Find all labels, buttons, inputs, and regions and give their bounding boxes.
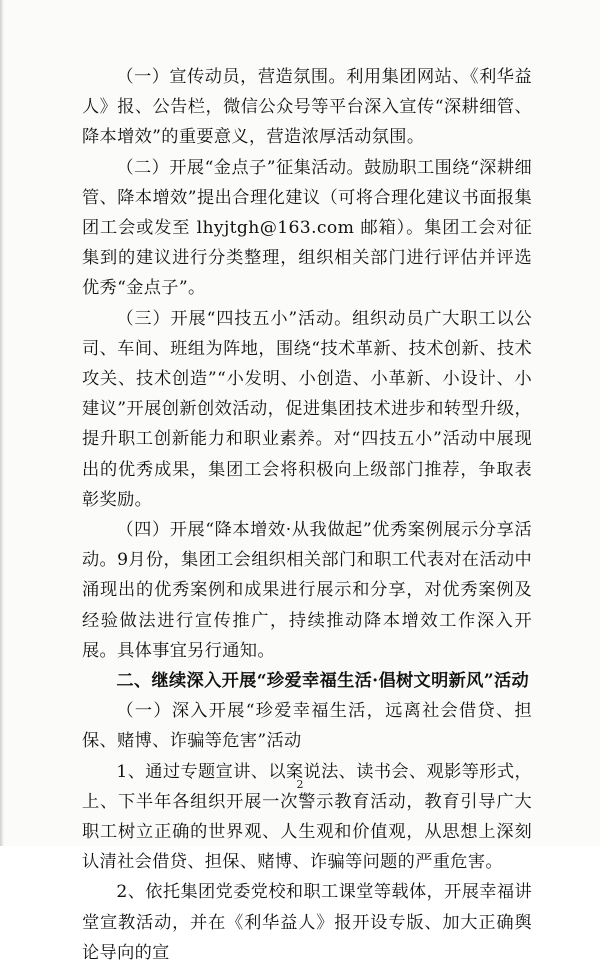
paragraph-four-skills: （三）开展“四技五小”活动。组织动员广大职工以公司、车间、班组为阵地，围绕“技术革新、技术创新、技术攻关、技术创造”“小发明、小创造、小革新、小设计、小建议”开展创新创效活动，促进集团技术进步和转型升级，提升职工创新能力和职业素养。对“四技五小”活动中展现出的优秀成果，集团工会将积极向上级部门推荐，争取表彰奖励。 bbox=[82, 308, 532, 510]
section-heading: 二、继续深入开展“珍爱幸福生活·倡树文明新风”活动 bbox=[116, 671, 530, 692]
list-item-1: 1、通过专题宣讲、以案说法、读书会、观影等形式，上、下半年各组织开展一次警示教育活动，教育引导广大职工树立正确的世界观、人生观和价值观，从思想上深刻认清社会借贷、担保、赌博、诈骗等问题的严重危害。 bbox=[82, 761, 532, 873]
list-item-2: 2、依托集团党委党校和职工课堂等载体，开展幸福讲堂宣教活动，并在《利华益人》报开设专版、加大正确舆论导向的宣 bbox=[82, 882, 532, 963]
subsection-heading: （一）深入开展“珍爱幸福生活，远离社会借贷、担保、赌博、诈骗等危害”活动 bbox=[82, 701, 532, 752]
paragraph-case-sharing: （四）开展“降本增效·从我做起”优秀案例展示分享活动。9月份，集团工会组织相关部门和职工代表对在活动中涌现出的优秀案例和成果进行展示和分享，对优秀案例及经验做法进行宣传推广，持续推动降本增效工作深入开展。具体事宜另行通知。 bbox=[82, 520, 532, 661]
page-number: 2 bbox=[296, 778, 304, 791]
paragraph-golden-idea: （二）开展“金点子”征集活动。鼓励职工围绕“深耕细管、降本增效”提出合理化建议（可将合理化建议书面报集团工会或发至 lhyjtgh@163.com 邮箱）。集团工会对征集到的建议进行分类整理，组织相关部门进行评估并评选优秀“金点子”。 bbox=[82, 157, 532, 299]
scan-edge bbox=[0, 0, 4, 846]
document-body bbox=[82, 62, 532, 968]
paragraph-publicity: （一）宣传动员，营造氛围。利用集团网站、《利华益人》报、公告栏，微信公众号等平台深入宣传“深耕细管、降本增效”的重要意义，营造浓厚活动氛围。 bbox=[82, 67, 532, 148]
